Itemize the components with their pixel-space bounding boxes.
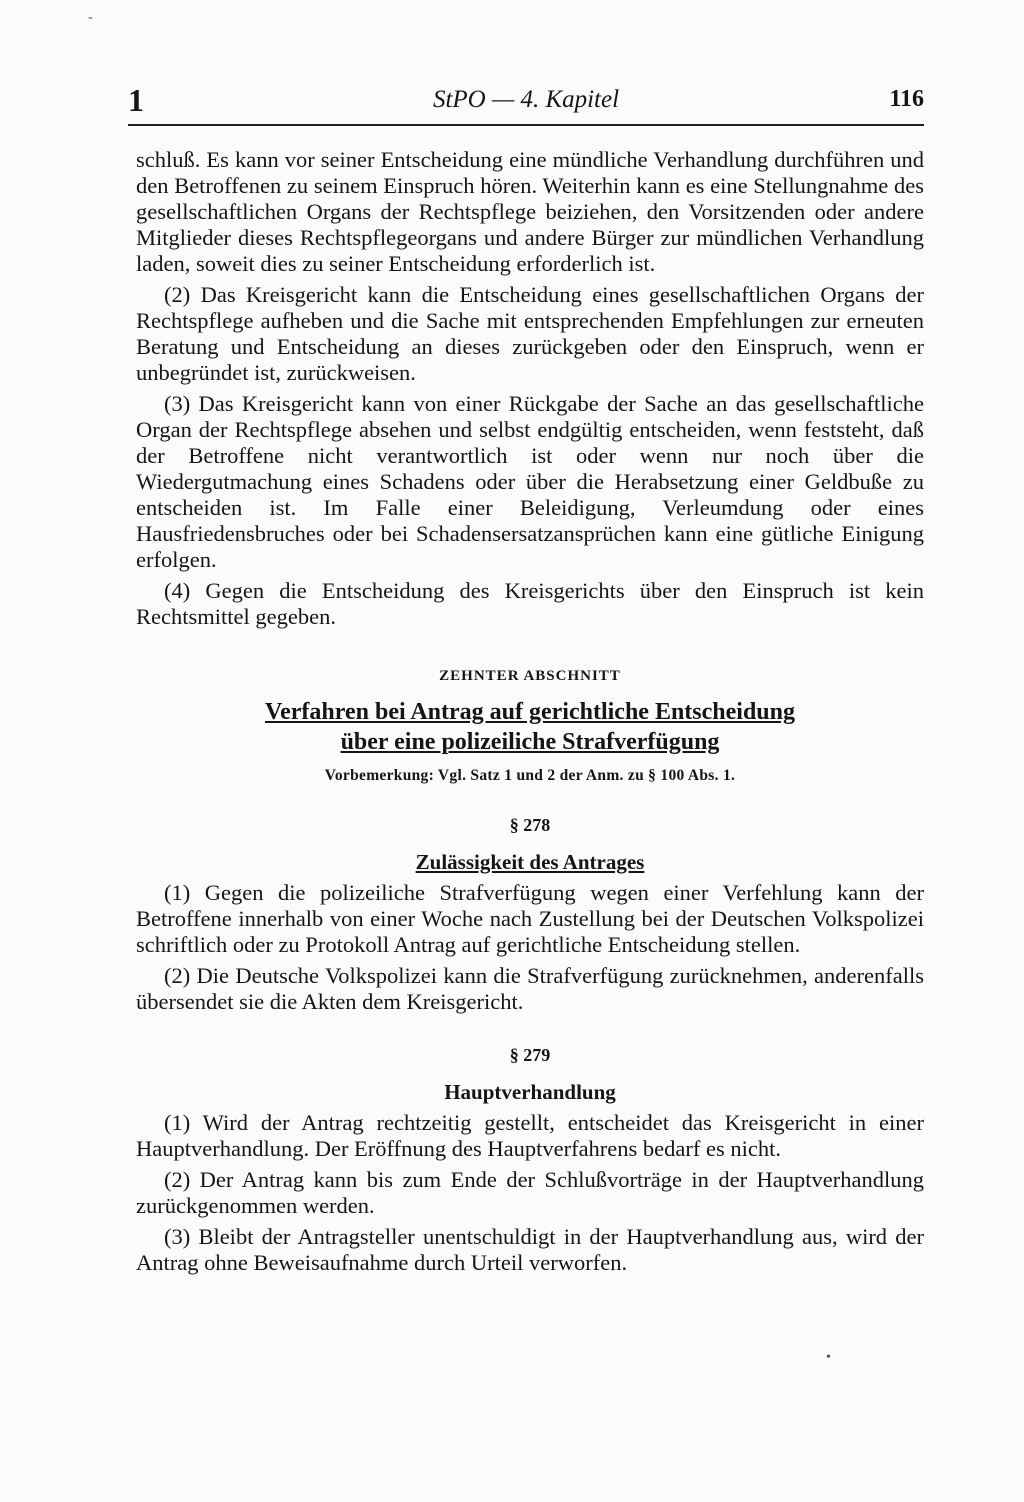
paragraph-number-278: § 278 [509, 815, 551, 835]
page-number: 116 [889, 86, 924, 112]
paragraph-heading-278: Zulässigkeit des Antrages [415, 850, 645, 874]
scan-mark: - [88, 10, 93, 25]
paragraph: (1) Gegen die polizeiliche Strafverfügung wegen einer Verfehlung kann der Betroffene innerhalb von einer Woche nach Zustellung bei der Deutschen Volkspolizei schriftlich oder zu Protokoll Antrag auf gerichtliche Entscheidung stellen. [136, 880, 924, 957]
paragraph: (4) Gegen die Entscheidung des Kreisgerichts über den Einspruch ist kein Rechtsmittel gegeben. [136, 578, 924, 629]
paragraph: (2) Der Antrag kann bis zum Ende der Schlußvorträge in der Hauptverhandlung zurückgenommen werden. [136, 1167, 924, 1218]
preliminary-remark: Vorbemerkung: Vgl. Satz 1 und 2 der Anm. zu § 100 Abs. 1. [324, 767, 736, 784]
paragraph: (2) Das Kreisgericht kann die Entscheidung eines gesellschaftlichen Organs der Rechtspflege aufheben und die Sache mit entsprechenden Empfehlungen zur erneuten Beratung und Entscheidung an dieses zurückgeben oder den Einspruch, wenn er unbegründet ist, zurückweisen. [136, 282, 924, 385]
section-title-line: Verfahren bei Antrag auf gerichtliche Entscheidung [264, 699, 795, 725]
running-title: StPO — 4. Kapitel [432, 86, 620, 113]
paragraph: (3) Bleibt der Antragsteller unentschuldigt in der Hauptverhandlung aus, wird der Antrag ohne Beweisaufnahme durch Urteil verworfen. [136, 1224, 924, 1275]
page-body [136, 147, 924, 1276]
section-title [136, 697, 924, 757]
paragraph: (1) Wird der Antrag rechtzeitig gestellt, entscheidet das Kreisgericht in einer Hauptverhandlung. Der Eröffnung des Hauptverfahrens bedarf es nicht. [136, 1110, 924, 1161]
chapter-number: 1 [128, 82, 144, 118]
paragraph: (2) Die Deutsche Volkspolizei kann die Strafverfügung zurücknehmen, anderenfalls übersendet sie die Akten dem Kreisgericht. [136, 963, 924, 1014]
paragraph-heading-279: Hauptverhandlung [444, 1080, 616, 1104]
section-title-line: über eine polizeiliche Strafverfügung [340, 729, 720, 755]
paragraph-number-279: § 279 [509, 1045, 551, 1065]
scan-mark: • [826, 1350, 831, 1365]
header-rule [128, 124, 924, 126]
running-header [128, 82, 924, 118]
section-label: ZEHNTER ABSCHNITT [439, 668, 621, 684]
paragraph-continuation: schluß. Es kann vor seiner Entscheidung eine mündliche Verhandlung durchführen und den Betroffenen zu seinem Einspruch hören. Weiterhin kann es eine Stellungnahme des gesellschaftlichen Organs der Rechtspflege beiziehen, den Vorsitzenden oder andere Mitglieder dieses Rechtspflegeorgans und andere Bürger zur mündlichen Verhandlung laden, soweit dies zu seiner Entscheidung erforderlich ist. [136, 147, 924, 276]
paragraph: (3) Das Kreisgericht kann von einer Rückgabe der Sache an das gesellschaftliche Organ der Rechtspflege absehen und selbst endgültig entscheiden, wenn feststeht, daß der Betroffene nicht verantwortlich ist oder wenn nur noch über die Wiedergutmachung eines Schadens oder über die Herabsetzung einer Geldbuße zu entscheiden ist. Im Falle einer Beleidigung, Verleumdung oder eines Hausfriedensbruches oder bei Schadensersatzansprüchen kann eine gütliche Einigung erfolgen. [136, 391, 924, 572]
